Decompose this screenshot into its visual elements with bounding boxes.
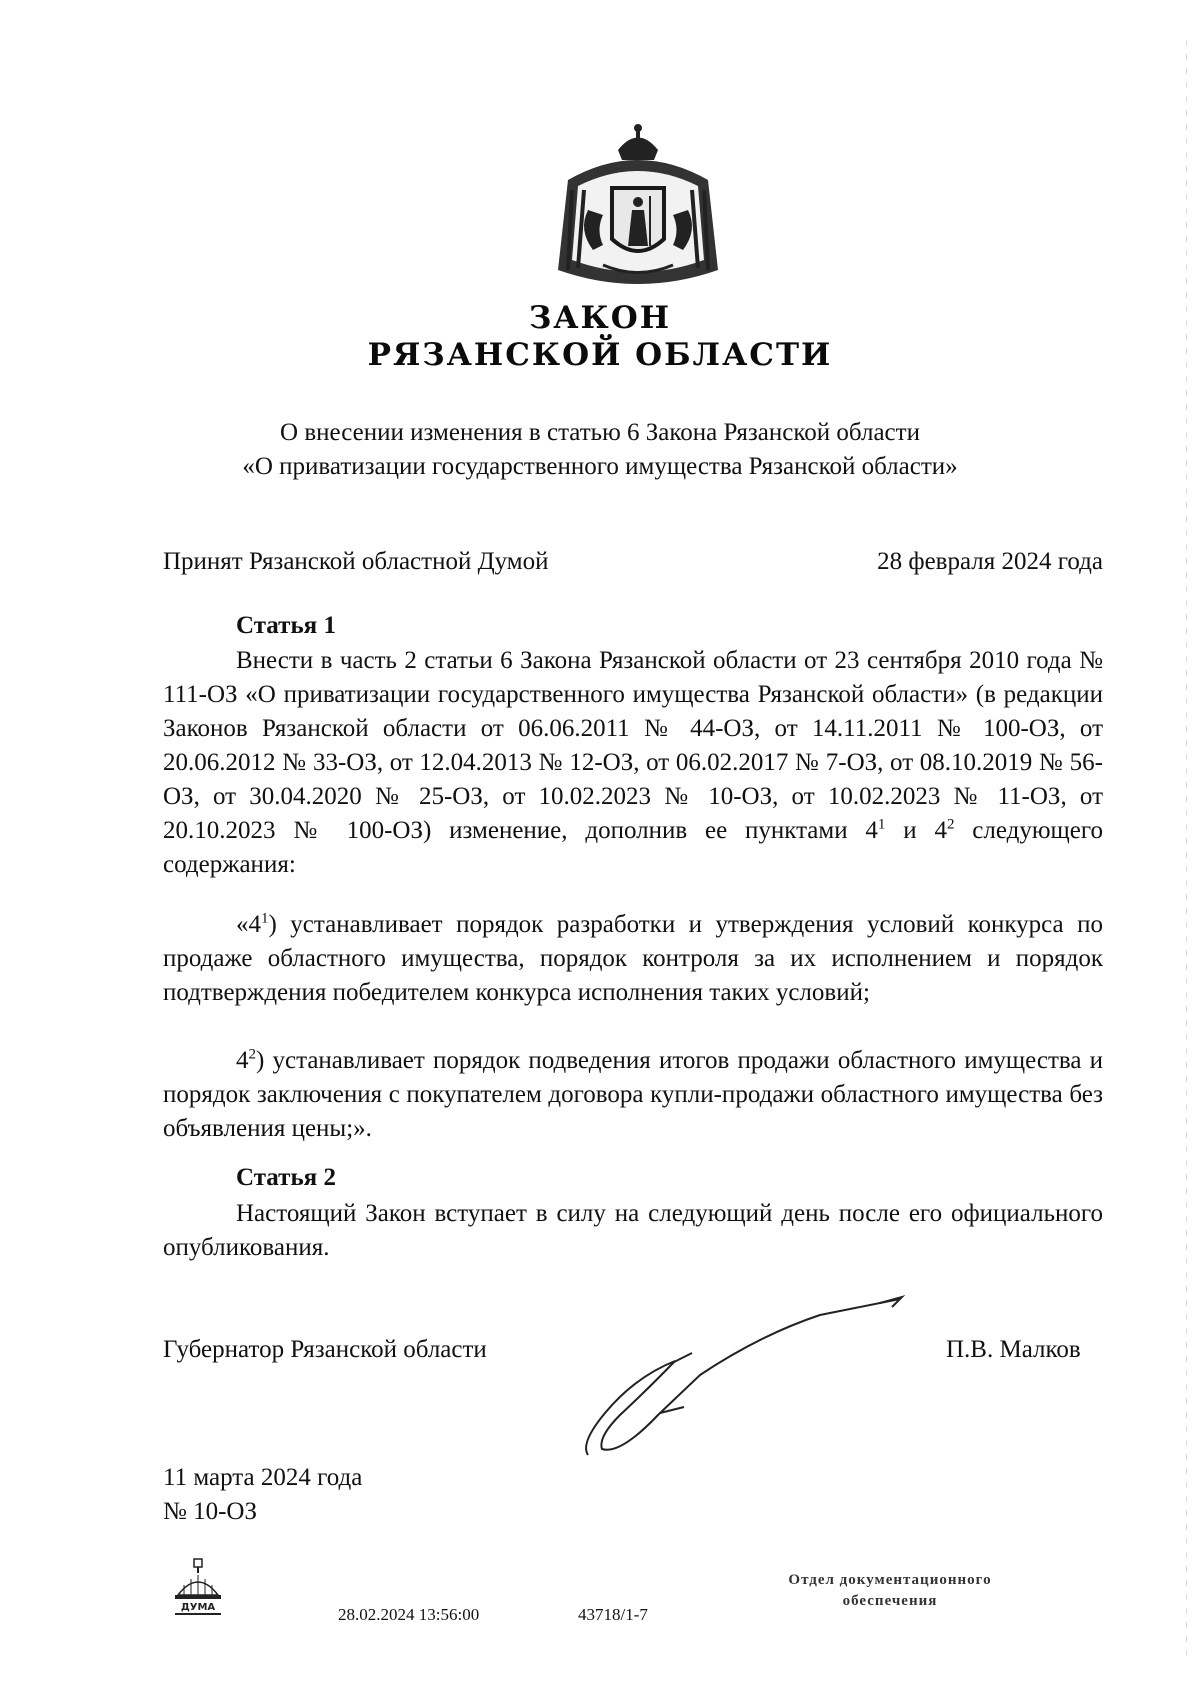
scan-edge-artifact <box>1186 40 1187 1660</box>
adoption-date: 28 февраля 2024 года <box>877 548 1103 575</box>
law-number: № 10-ОЗ <box>163 1498 258 1525</box>
signing-date: 11 марта 2024 года <box>163 1464 363 1491</box>
article-1-text-part: следующего содержания: <box>163 817 1103 878</box>
item-text: ) устанавливает порядок подведения итогов продажи областного имущества и порядок заключения с покупателем договора купли-продажи областного имущества без объявления цены;». <box>163 1047 1103 1142</box>
handwritten-signature <box>580 1295 905 1460</box>
stamp-line-2: обеспечения <box>842 1593 938 1609</box>
article-1-item-2 <box>163 1044 1103 1146</box>
coat-of-arms-icon <box>548 120 728 295</box>
article-1-main-text <box>163 644 1103 882</box>
superscript: 2 <box>248 1046 256 1063</box>
subject-line-2: «О приватизации государственного имущества Рязанской области» <box>242 453 958 480</box>
stamp-line-1: Отдел документационного <box>788 1572 992 1588</box>
duma-logo-icon <box>172 1557 224 1619</box>
superscript: 1 <box>877 816 886 833</box>
law-title: ЗАКОН <box>528 300 672 336</box>
law-region-title: РЯЗАНСКОЙ ОБЛАСТИ <box>367 337 833 373</box>
signer-title: Губернатор Рязанской области <box>163 1336 487 1363</box>
article-1-heading: Статья 1 <box>236 612 336 639</box>
item-text: ) устанавливает порядок разработки и утверждения условий конкурса по продаже областного имущества, порядок контроля за их исполнением и порядок подтверждения победителем конкурса исполнения таких условий; <box>163 911 1103 1006</box>
article-1-item-1 <box>163 908 1103 1010</box>
superscript: 2 <box>946 816 955 833</box>
superscript: 1 <box>261 910 269 927</box>
item-number: «4 <box>236 911 261 938</box>
subject-line-1: О внесении изменения в статью 6 Закона Рязанской области <box>280 419 920 446</box>
registration-time: 28.02.2024 13:56:00 <box>338 1605 480 1624</box>
adoption-line <box>163 548 1103 576</box>
department-stamp <box>750 1570 1030 1612</box>
article-1-text-part: Внести в часть 2 статьи 6 Закона Рязанской области от 23 сентября 2010 года № 111-ОЗ «О приватизации государственного имущества Рязанской области» (в редакции Законов Рязанской области от 06.06.2011 № 44-ОЗ, от 14.11.2011 № 100-ОЗ, от 20.06.2012 № 33-ОЗ, от 12.04.2013 № 12-ОЗ, от 06.02.2017 № 7-ОЗ, от 08.10.2019 № 56-ОЗ, от 30.04.2020 № 25-ОЗ, от 10.02.2023 № 10-ОЗ, от 10.02.2023 № 11-ОЗ, от 20.10.2023 № 100-ОЗ) изменение, дополнив ее пунктами 4 <box>163 647 1103 844</box>
article-2-heading: Статья 2 <box>236 1164 336 1191</box>
registration-id: 43718/1-7 <box>578 1605 648 1624</box>
duma-logo-text: ДУМА <box>180 1602 216 1613</box>
article-2-text: Настоящий Закон вступает в силу на следующий день после его официального опубликования. <box>163 1200 1103 1261</box>
signer-name: П.В. Малков <box>946 1336 1081 1363</box>
adopting-body: Принят Рязанской областной Думой <box>163 548 549 575</box>
article-1-text-part: и 4 <box>885 817 947 844</box>
law-subject <box>0 416 1200 484</box>
item-number: 4 <box>236 1047 249 1074</box>
